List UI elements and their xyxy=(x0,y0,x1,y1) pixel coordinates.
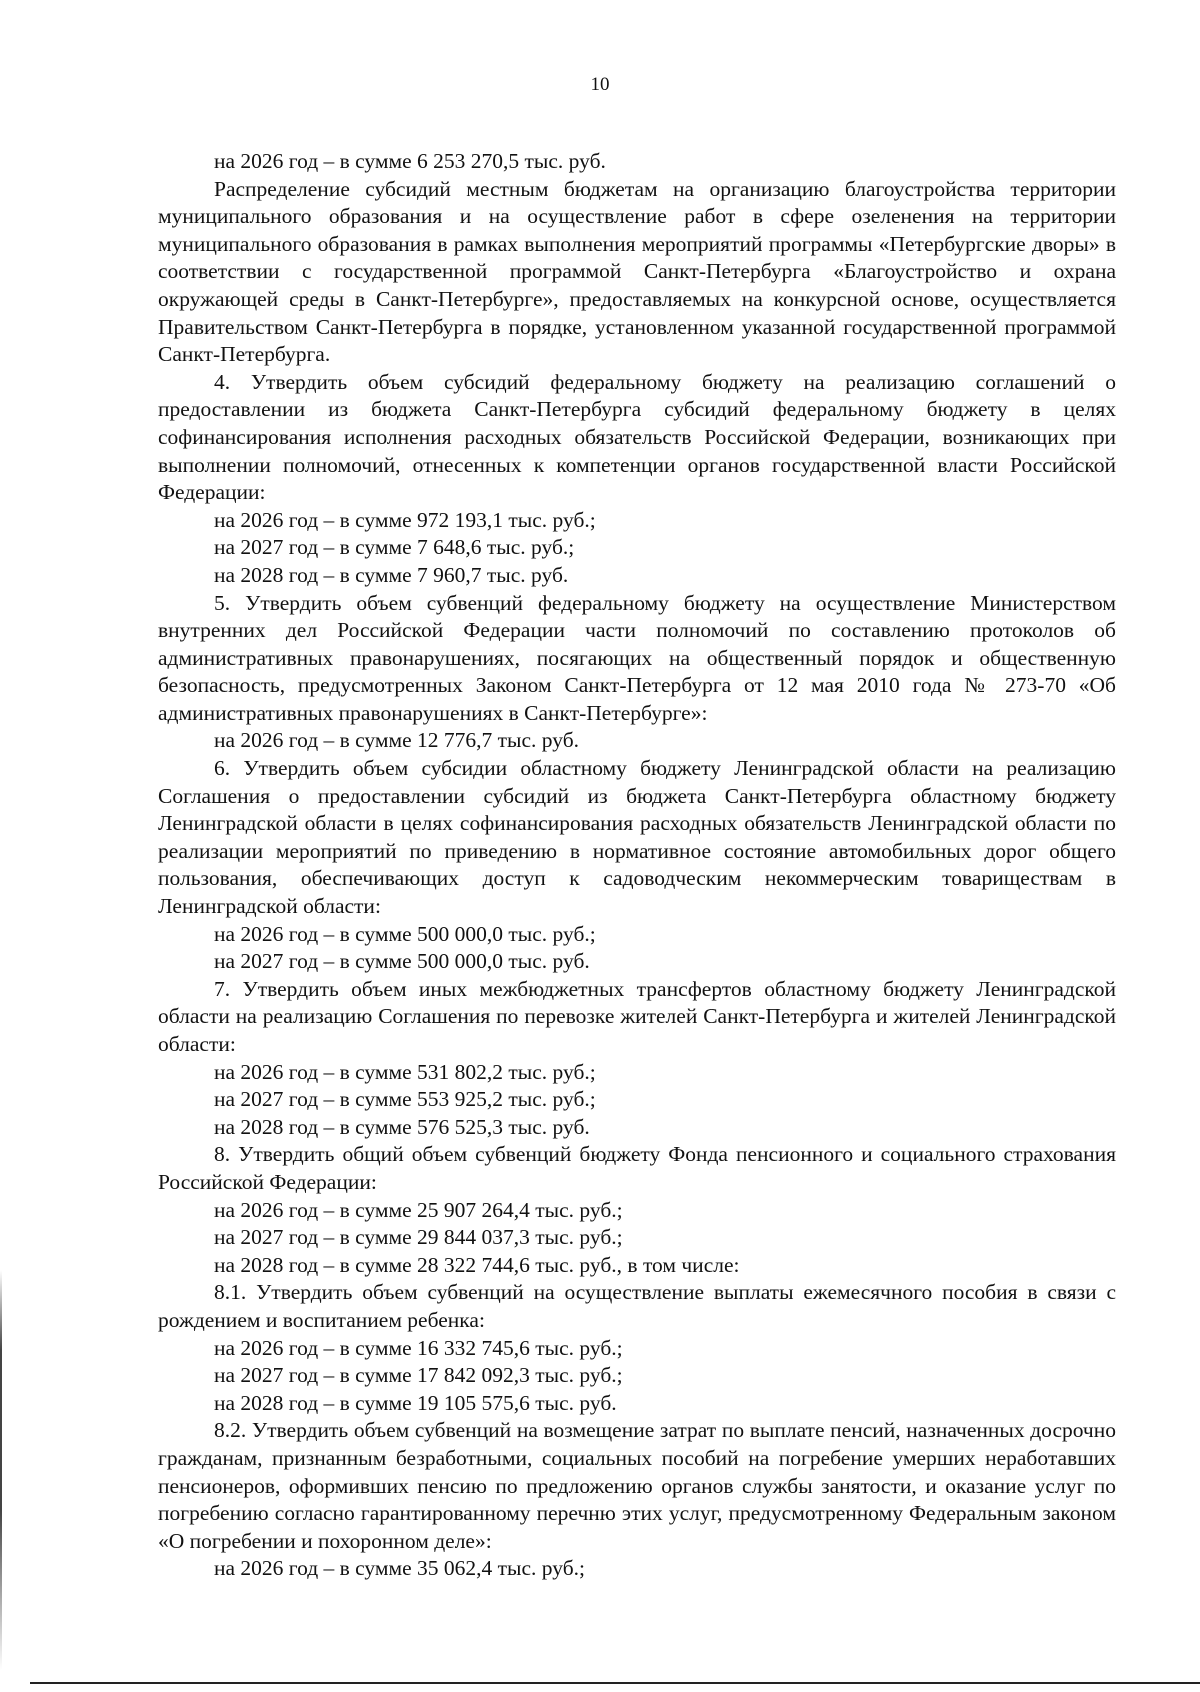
scan-edge-mark xyxy=(0,1270,2,1670)
amount-line: на 2028 год – в сумме 28 322 744,6 тыс. руб., в том числе: xyxy=(214,1252,740,1277)
amount-line: на 2026 год – в сумме 16 332 745,6 тыс. руб.; xyxy=(214,1335,623,1360)
paragraph: 8.1. Утвердить объем субвенций на осуществление выплаты ежемесячного пособия в связи с рождением и воспитанием ребенка: xyxy=(158,1280,1116,1332)
amount-line: на 2026 год – в сумме 12 776,7 тыс. руб. xyxy=(214,728,580,753)
amount-line: на 2027 год – в сумме 7 648,6 тыс. руб.; xyxy=(214,535,575,560)
amount-line: на 2027 год – в сумме 17 842 092,3 тыс. руб.; xyxy=(214,1363,623,1388)
amount-line: на 2028 год – в сумме 19 105 575,6 тыс. руб. xyxy=(214,1390,617,1415)
paragraph: 8.2. Утвердить объем субвенций на возмещение затрат по выплате пенсий, назначенных досрочно гражданам, признанным безработными, социальных пособий на погребение умерших неработавших пенсионеров, оформивших пенсию по предложению органов службы занятости, и оказание услуг по погребению согласно гарантированному перечню этих услуг, предусмотренному Федеральным законом «О погребении и похоронном деле»: xyxy=(158,1418,1116,1553)
paragraph: 7. Утвердить объем иных межбюджетных трансфертов областному бюджету Ленинградской области на реализацию Соглашения по перевозке жителей Санкт-Петербурга и жителей Ленинградской области: xyxy=(158,976,1116,1056)
amount-line: на 2026 год – в сумме 972 193,1 тыс. руб.; xyxy=(214,507,596,532)
amount-line: на 2027 год – в сумме 29 844 037,3 тыс. руб.; xyxy=(214,1225,623,1250)
page-number: 10 xyxy=(590,74,610,95)
amount-line: на 2028 год – в сумме 576 525,3 тыс. руб. xyxy=(214,1114,590,1139)
paragraph: 6. Утвердить объем субсидии областному бюджету Ленинградской области на реализацию Соглашения о предоставлении субсидий из бюджета Санкт-Петербурга областному бюджету Ленинградской области в целях софинансирования расходных обязательств Ленинградской области по реализации мероприятий по приведению в нормативное состояние автомобильных дорог общего пользования, обеспечивающих доступ к садоводческим некоммерческим товариществам в Ленинградской области: xyxy=(158,756,1116,919)
paragraph: 8. Утвердить общий объем субвенций бюджету Фонда пенсионного и социального страхования Российской Федерации: xyxy=(158,1142,1116,1194)
amount-line: на 2027 год – в сумме 553 925,2 тыс. руб.; xyxy=(214,1087,596,1112)
amount-line: на 2026 год – в сумме 6 253 270,5 тыс. руб. xyxy=(214,149,606,173)
paragraph: 5. Утвердить объем субвенций федеральному бюджету на осуществление Министерством внутренних дел Российской Федерации части полномочий по составлению протоколов об административных правонарушениях, посягающих на общественный порядок и общественную безопасность, предусмотренных Законом Санкт-Петербурга от 12 мая 2010 года № 273-70 «Об административных правонарушениях в Санкт-Петербурге»: xyxy=(158,590,1116,725)
amount-line: на 2028 год – в сумме 7 960,7 тыс. руб. xyxy=(214,562,569,587)
amount-line: на 2026 год – в сумме 500 000,0 тыс. руб.; xyxy=(214,921,596,946)
paragraph: Распределение субсидий местным бюджетам на организацию благоустройства территории муниципального образования и на осуществление работ в сфере озеленения на территории муниципального образования в рамках выполнения мероприятий программы «Петербургские дворы» в соответствии с государственной программой Санкт-Петербурга «Благоустройство и охрана окружающей среды в Санкт-Петербурге», предоставляемых на конкурсной основе, осуществляется Правительством Санкт-Петербурга в порядке, установленном указанной государственной программой Санкт-Петербурга. xyxy=(158,176,1116,367)
amount-line: на 2026 год – в сумме 25 907 264,4 тыс. руб.; xyxy=(214,1197,623,1222)
paragraph: 4. Утвердить объем субсидий федеральному бюджету на реализацию соглашений о предоставлении из бюджета Санкт-Петербурга субсидий федеральному бюджету в целях софинансирования исполнения расходных обязательств Российской Федерации, возникающих при выполнении полномочий, отнесенных к компетенции органов государственной власти Российской Федерации: xyxy=(158,369,1116,505)
amount-line: на 2026 год – в сумме 531 802,2 тыс. руб.; xyxy=(214,1059,596,1084)
scan-bottom-line xyxy=(30,1682,1200,1684)
amount-line: на 2027 год – в сумме 500 000,0 тыс. руб. xyxy=(214,949,590,974)
amount-line: на 2026 год – в сумме 35 062,4 тыс. руб.; xyxy=(214,1556,586,1581)
document-body xyxy=(158,148,1116,1583)
